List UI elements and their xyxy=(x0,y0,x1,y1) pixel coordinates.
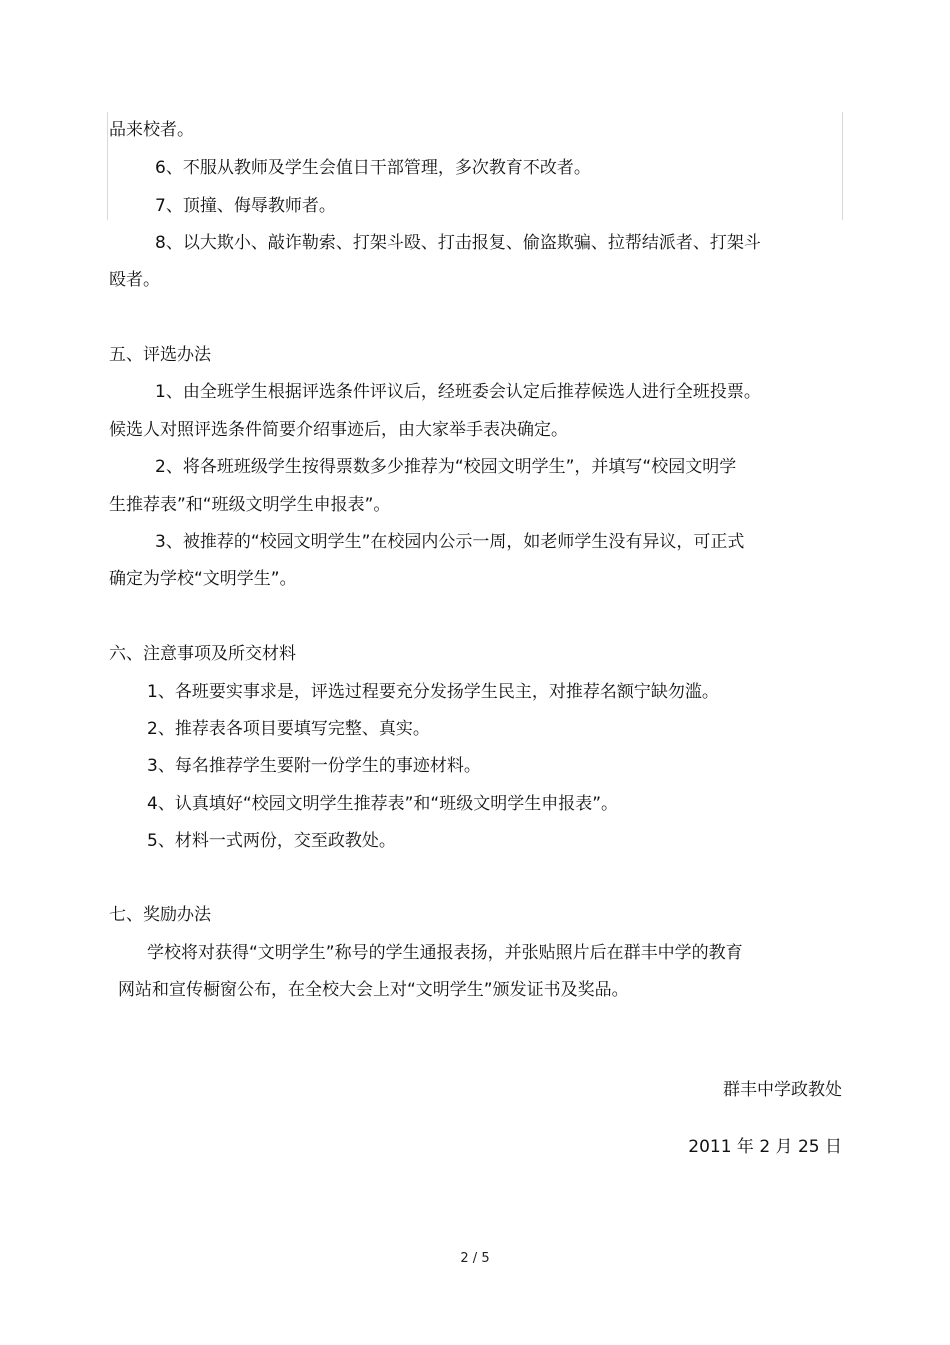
signature-organization: 群丰中学政教处 xyxy=(723,1080,842,1100)
section-6-item-3: 3、每名推荐学生要附一份学生的事迹材料。 xyxy=(147,756,481,776)
section-5-item-2-line-2: 生推荐表”和“班级文明学生申报表”。 xyxy=(109,495,391,515)
page-number: 2 / 5 xyxy=(460,1251,490,1266)
item-8-line-1: 8、以大欺小、敲诈勒索、打架斗殴、打击报复、偷盗欺骗、拉帮结派者、打架斗 xyxy=(155,233,761,253)
section-6-item-5: 5、材料一式两份，交至政教处。 xyxy=(147,831,396,851)
item-7: 7、顶撞、侮辱教师者。 xyxy=(155,196,336,216)
section-5-item-1-line-1: 1、由全班学生根据评选条件评议后，经班委会认定后推荐候选人进行全班投票。 xyxy=(155,382,761,402)
section-heading-6: 六、注意事项及所交材料 xyxy=(109,644,296,664)
item-6: 6、不服从教师及学生会值日干部管理，多次教育不改者。 xyxy=(155,158,591,178)
section-6-item-4: 4、认真填好“校园文明学生推荐表”和“班级文明学生申报表”。 xyxy=(147,794,619,814)
left-margin-rule xyxy=(107,112,108,220)
section-5-item-2-line-1: 2、将各班班级学生按得票数多少推荐为“校园文明学生”，并填写“校园文明学 xyxy=(155,457,737,477)
section-6-item-1: 1、各班要实事求是，评选过程要充分发扬学生民主，对推荐名额宁缺勿滥。 xyxy=(147,682,719,702)
section-5-item-3-line-2: 确定为学校“文明学生”。 xyxy=(109,569,297,589)
signature-date: 2011 年 2 月 25 日 xyxy=(688,1137,842,1157)
section-5-item-3-line-1: 3、被推荐的“校园文明学生”在校园内公示一周，如老师学生没有异议，可正式 xyxy=(155,532,745,552)
section-heading-5: 五、评选办法 xyxy=(109,345,211,365)
right-margin-rule xyxy=(842,112,843,220)
section-7-body-line-2: 网站和宣传橱窗公布，在全校大会上对“文明学生”颁发证书及奖品。 xyxy=(118,980,629,1000)
section-5-item-1-line-2: 候选人对照评选条件简要介绍事迹后，由大家举手表决确定。 xyxy=(109,420,568,440)
continued-line: 品来校者。 xyxy=(109,120,194,140)
section-heading-7: 七、奖励办法 xyxy=(109,905,211,925)
section-7-body-line-1: 学校将对获得“文明学生”称号的学生通报表扬，并张贴照片后在群丰中学的教育 xyxy=(147,943,743,963)
item-8-line-2: 殴者。 xyxy=(109,270,160,290)
section-6-item-2: 2、推荐表各项目要填写完整、真实。 xyxy=(147,719,430,739)
